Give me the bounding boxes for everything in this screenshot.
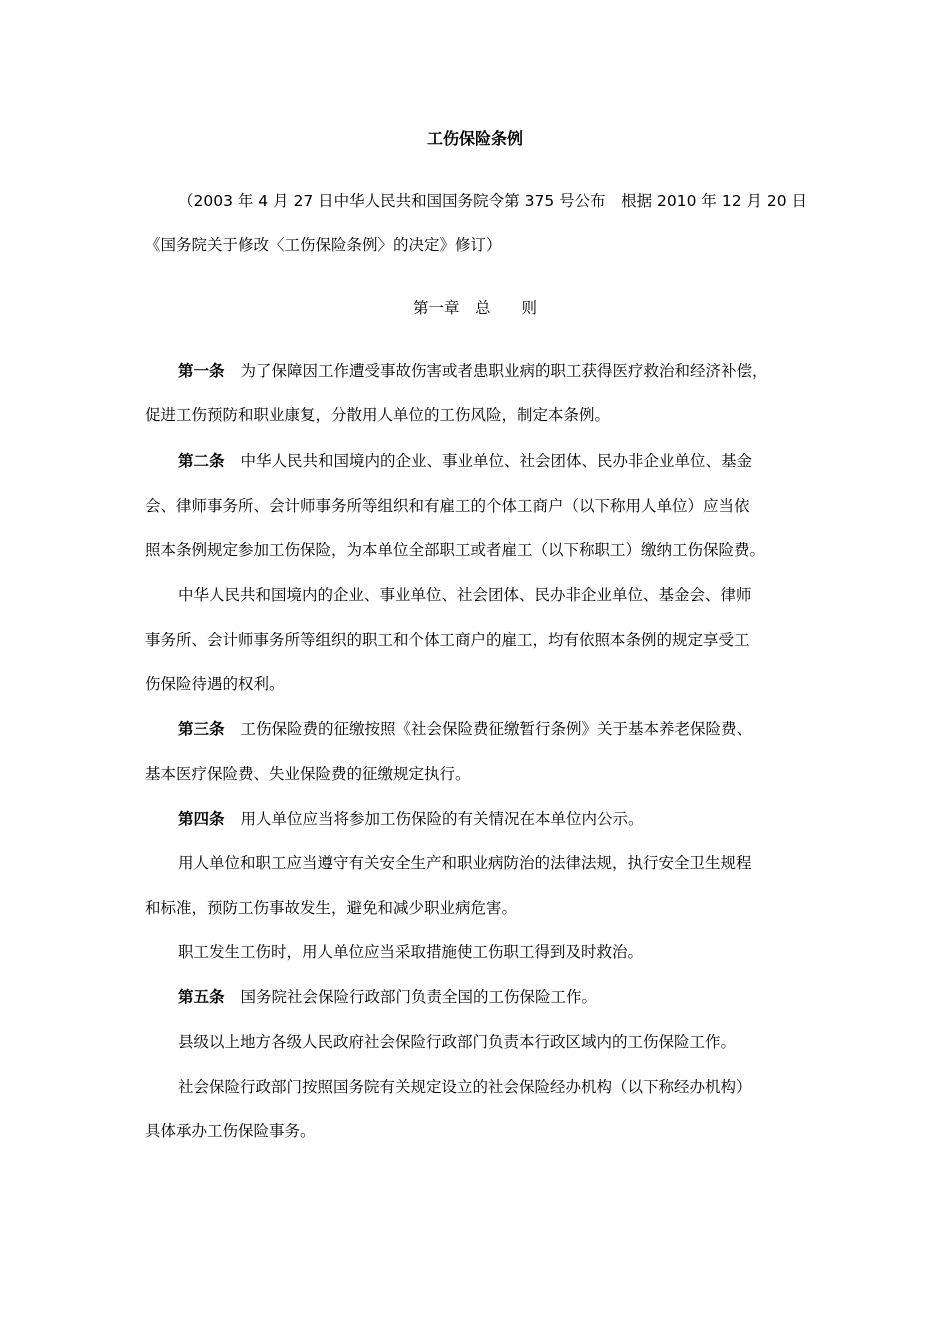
- chapter-heading: 第一章 总 则: [412, 299, 537, 317]
- article-5-para-3-line-1: 社会保险行政部门按照国务院有关规定设立的社会保险经办机构（以下称经办机构）: [178, 1078, 752, 1096]
- article-1-label: 第一条: [178, 362, 225, 380]
- article-2-para-2-line-3: 伤保险待遇的权利。: [145, 675, 285, 693]
- article-2-line-3: 照本条例规定参加工伤保险，为本单位全部职工或者雇工（以下称职工）缴纳工伤保险费。: [145, 541, 766, 559]
- article-2-label: 第二条: [178, 452, 225, 470]
- article-4-label: 第四条: [178, 810, 225, 828]
- article-2-para-2-line-1: 中华人民共和国境内的企业、事业单位、社会团体、民办非企业单位、基金会、律师: [178, 586, 752, 604]
- preamble-line-1: （2003 年 4 月 27 日中华人民共和国国务院令第 375 号公布 根据 2010 年 12 月 20 日: [178, 192, 808, 210]
- article-2-line-1: [178, 450, 752, 472]
- article-5-para-2-line-1: 县级以上地方各级人民政府社会保险行政部门负责本行政区域内的工伤保险工作。: [178, 1033, 737, 1051]
- article-2-text: 中华人民共和国境内的企业、事业单位、社会团体、民办非企业单位、基金: [240, 452, 753, 470]
- article-4-para-2-line-1: 用人单位和职工应当遵守有关安全生产和职业病防治的法律法规，执行安全卫生规程: [178, 854, 752, 872]
- article-2-para-2-line-2: 事务所、会计师事务所等组织的职工和个体工商户的雇工，均有依照本条例的规定享受工: [145, 631, 750, 649]
- preamble-line-2: 《国务院关于修改〈工伤保险条例〉的决定》修订）: [145, 236, 502, 254]
- article-5-text: 国务院社会保险行政部门负责全国的工伤保险工作。: [240, 988, 598, 1006]
- article-5-label: 第五条: [178, 988, 225, 1006]
- article-1-text: 为了保障因工作遭受事故伤害或者患职业病的职工获得医疗救治和经济补偿，: [240, 362, 768, 380]
- article-4-line-1: [178, 808, 644, 830]
- article-5-line-1: [178, 986, 597, 1008]
- article-4-para-2-line-2: 和标准，预防工伤事故发生，避免和减少职业病危害。: [145, 899, 518, 917]
- article-4-para-3-line-1: 职工发生工伤时，用人单位应当采取措施使工伤职工得到及时救治。: [178, 943, 644, 961]
- article-2-line-2: 会、律师事务所、会计师事务所等组织和有雇工的个体工商户（以下称用人单位）应当依: [145, 497, 750, 515]
- article-3-line-2: 基本医疗保险费、失业保险费的征缴规定执行。: [145, 765, 471, 783]
- article-5-para-3-line-2: 具体承办工伤保险事务。: [145, 1122, 316, 1140]
- article-3-text: 工伤保险费的征缴按照《社会保险费征缴暂行条例》关于基本养老保险费、: [240, 720, 753, 738]
- article-3-line-1: [178, 718, 752, 740]
- article-3-label: 第三条: [178, 720, 225, 738]
- document-title: 工伤保险条例: [426, 129, 523, 148]
- article-1-line-1: [178, 360, 768, 382]
- article-1-line-2: 促进工伤预防和职业康复，分散用人单位的工伤风险，制定本条例。: [145, 406, 611, 424]
- article-4-text: 用人单位应当将参加工伤保险的有关情况在本单位内公示。: [240, 810, 644, 828]
